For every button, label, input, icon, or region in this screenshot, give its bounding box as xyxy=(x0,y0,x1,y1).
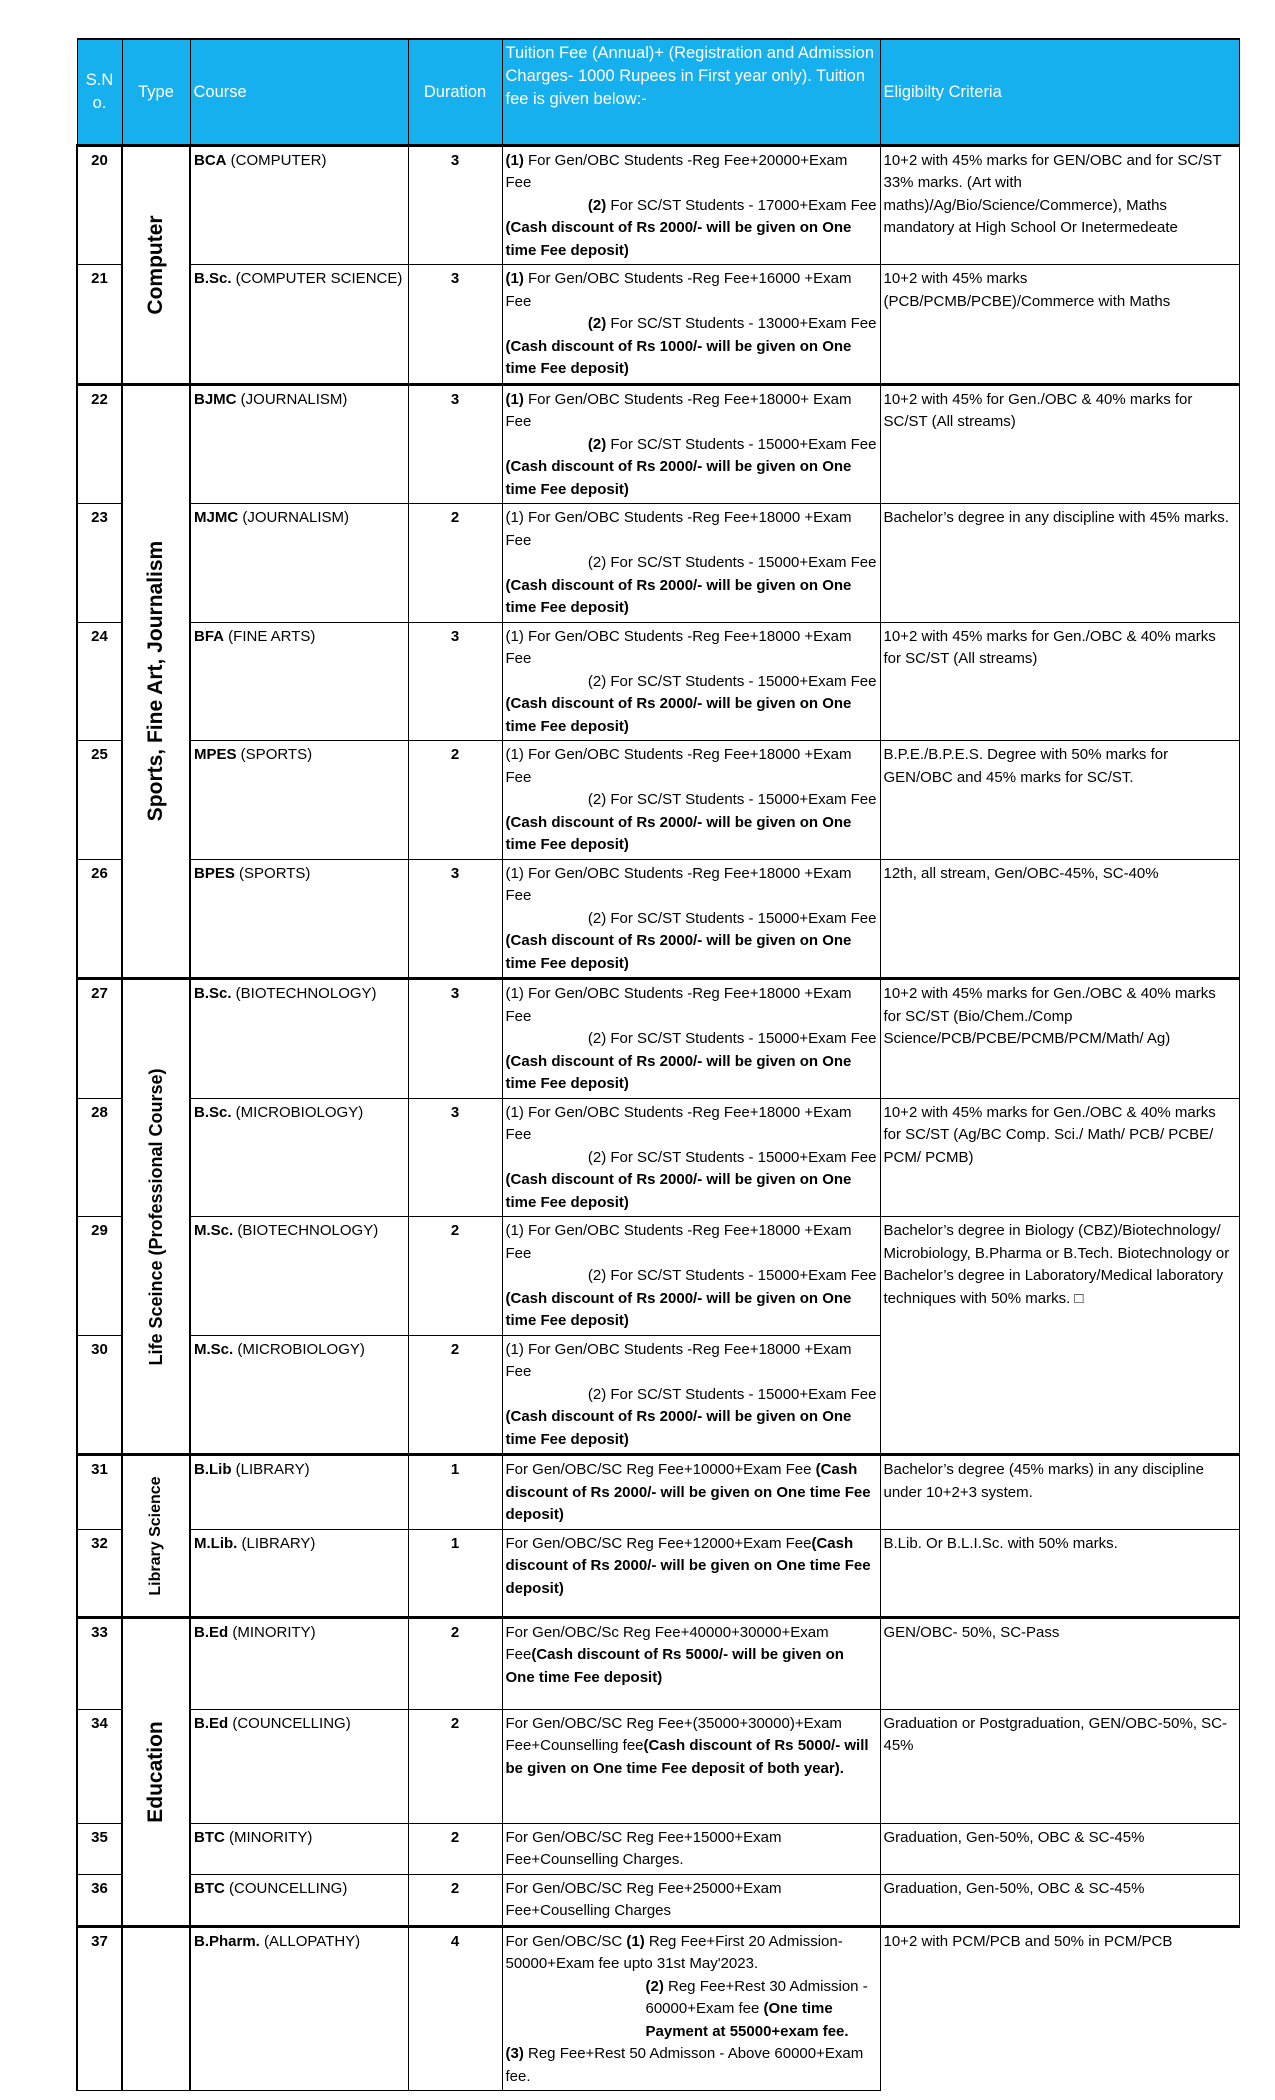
row-sno: 25 xyxy=(77,741,122,860)
fee-cell xyxy=(502,1098,880,1217)
eligibility-cell: 10+2 with 45% marks for Gen./OBC & 40% marks for SC/ST (Bio/Chem./Comp Science/PCB/PCBE/PCMB/PCM/Math/ Ag) xyxy=(880,979,1239,1099)
fee-line-2 xyxy=(506,1028,877,1051)
row-sno: 30 xyxy=(77,1335,122,1455)
fee-text: (2) For SC/ST Students - 15000+Exam Fee xyxy=(587,554,877,571)
fee-text: For Gen/OBC/SC Reg Fee+15000+Exam Fee+Counselling Charges. xyxy=(505,1828,782,1868)
course-subject: (BIOTECHNOLOGY) xyxy=(233,1222,379,1239)
fee-cell xyxy=(502,504,880,623)
eligibility-cell: Bachelor’s degree (45% marks) in any discipline under 10+2+3 system. xyxy=(880,1455,1239,1530)
header-duration: Duration xyxy=(408,39,502,145)
fee-line-1 xyxy=(506,1102,877,1147)
row-sno: 34 xyxy=(77,1709,122,1823)
type-cell xyxy=(122,145,190,384)
course-cell xyxy=(190,384,408,504)
table-row xyxy=(77,1455,1239,1530)
fee-line-1 xyxy=(506,983,877,1028)
eligibility-cell: 10+2 with 45% marks for Gen./OBC & 40% marks for SC/ST (All streams) xyxy=(880,622,1239,741)
fee-text: (1) For Gen/OBC Students -Reg Fee+18000 +Exam Fee xyxy=(505,864,852,904)
fee-cell xyxy=(502,384,880,504)
fee-text: (Cash discount of Rs 2000/- will be given on One time Fee deposit) xyxy=(505,458,852,498)
duration-cell: 2 xyxy=(408,1823,502,1874)
fee-discount xyxy=(506,812,877,857)
fee-line-2 xyxy=(506,1265,877,1288)
fee-line-2 xyxy=(506,552,877,575)
fee-line xyxy=(506,1931,877,1976)
table-row xyxy=(77,1709,1239,1823)
duration-cell: 3 xyxy=(408,384,502,504)
fee-text: (2) For SC/ST Students - 15000+Exam Fee xyxy=(587,791,877,808)
fee-text: (1) For Gen/OBC Students -Reg Fee+18000 +Exam Fee xyxy=(505,509,852,549)
fee-text: (Cash discount of Rs 2000/- will be given on One time Fee deposit) xyxy=(505,1171,852,1211)
fee-discount xyxy=(506,217,877,262)
table-row xyxy=(77,622,1239,741)
course-code: B.Sc. xyxy=(194,985,232,1002)
course-code: BFA xyxy=(194,627,224,645)
course-code: B.Pharm. xyxy=(194,1932,260,1950)
type-cell xyxy=(122,1926,190,2091)
fee-cell xyxy=(502,979,880,1099)
course-cell xyxy=(190,1455,408,1530)
fee-table xyxy=(76,38,1240,2091)
course-code: B.Lib xyxy=(194,1461,232,1478)
fee-line-2 xyxy=(506,434,877,457)
fee-text: (Cash discount of Rs 1000/- will be given on One time Fee deposit) xyxy=(505,337,852,377)
duration-cell: 2 xyxy=(408,1217,502,1336)
fee-text: For Gen/OBC/SC xyxy=(505,1932,627,1950)
eligibility-cell: Graduation or Postgraduation, GEN/OBC-50%, SC-45% xyxy=(880,1709,1239,1823)
eligibility-cell: 10+2 with 45% marks (PCB/PCMB/PCBE)/Commerce with Maths xyxy=(880,265,1239,385)
duration-cell: 3 xyxy=(408,622,502,741)
course-code: B.Ed xyxy=(194,1623,229,1641)
fee-line xyxy=(506,1622,877,1690)
fee-line-1 xyxy=(506,150,877,195)
fee-discount xyxy=(506,930,877,975)
header-type: Type xyxy=(122,39,190,145)
eligibility-cell: 10+2 with 45% for Gen./OBC & 40% marks for SC/ST (All streams) xyxy=(880,384,1239,504)
fee-text: For SC/ST Students - 13000+Exam Fee xyxy=(606,315,877,332)
fee-line xyxy=(506,1459,877,1527)
course-cell xyxy=(190,1529,408,1617)
eligibility-cell: GEN/OBC- 50%, SC-Pass xyxy=(880,1617,1239,1709)
eligibility-cell: 10+2 with 45% marks for Gen./OBC & 40% marks for SC/ST (Ag/BC Comp. Sci./ Math/ PCB/ PCBE/ PCM/ PCMB) xyxy=(880,1098,1239,1217)
table-row xyxy=(77,1823,1239,1874)
fee-cell xyxy=(502,1874,880,1926)
fee-text: For Gen/OBC/SC Reg Fee+10000+Exam Fee xyxy=(505,1461,816,1478)
duration-cell: 2 xyxy=(408,504,502,623)
course-subject: (LIBRARY) xyxy=(231,1461,310,1478)
course-code: M.Sc. xyxy=(194,1222,234,1239)
type-label: Computer xyxy=(143,214,167,315)
fee-text: (Cash discount of Rs 2000/- will be given on One time Fee deposit) xyxy=(505,1052,852,1092)
course-code: MPES xyxy=(194,746,237,763)
course-cell xyxy=(190,1335,408,1455)
fee-discount xyxy=(506,1169,877,1214)
fee-line-1 xyxy=(506,863,877,908)
course-subject: (COUNCELLING) xyxy=(228,1714,351,1732)
duration-cell: 3 xyxy=(408,1098,502,1217)
course-cell xyxy=(190,504,408,623)
course-cell xyxy=(190,1617,408,1709)
course-cell xyxy=(190,1874,408,1926)
fee-line-1 xyxy=(506,507,877,552)
fee-text: For Gen/OBC Students -Reg Fee+16000 +Exam Fee xyxy=(505,270,852,310)
fee-text: (Cash discount of Rs 2000/- will be given on One time Fee deposit) xyxy=(505,932,852,972)
fee-cell xyxy=(502,1617,880,1709)
fee-line-1 xyxy=(506,268,877,313)
fee-line-2 xyxy=(506,1147,877,1170)
duration-cell: 4 xyxy=(408,1926,502,2091)
fee-cell xyxy=(502,741,880,860)
course-subject: (MICROBIOLOGY) xyxy=(231,1103,364,1121)
eligibility-cell: B.P.E./B.P.E.S. Degree with 50% marks for GEN/OBC and 45% marks for SC/ST. xyxy=(880,741,1239,860)
fee-cell xyxy=(502,622,880,741)
type-label: Life Sceince (Professional Course) xyxy=(145,1067,166,1366)
course-code: BJMC xyxy=(194,390,237,408)
row-sno: 32 xyxy=(77,1529,122,1617)
fee-line-2 xyxy=(506,671,877,694)
fee-cell xyxy=(502,1709,880,1823)
fee-cell xyxy=(502,265,880,385)
course-code: BTC xyxy=(194,1828,225,1846)
duration-cell: 3 xyxy=(408,979,502,1099)
course-code: BTC xyxy=(194,1879,225,1897)
eligibility-cell: 10+2 with 45% marks for GEN/OBC and for SC/ST 33% marks. (Art with maths)/Ag/Bio/Science/Commerce), Maths mandatory at High School Or Inetermedeate xyxy=(880,145,1239,265)
row-sno: 37 xyxy=(77,1926,122,2091)
fee-text: For Gen/OBC/SC Reg Fee+(35000+30000)+Exam Fee+Counselling fee xyxy=(505,1714,842,1754)
fee-cell xyxy=(502,1529,880,1617)
course-cell xyxy=(190,145,408,265)
fee-text: (Cash discount of Rs 2000/- will be given on One time Fee deposit) xyxy=(505,576,852,616)
course-subject: (COMPUTER SCIENCE) xyxy=(231,270,403,287)
table-row xyxy=(77,504,1239,623)
fee-cell xyxy=(502,1217,880,1336)
course-subject: (FINE ARTS) xyxy=(224,627,316,645)
fee-text: (1) For Gen/OBC Students -Reg Fee+18000 +Exam Fee xyxy=(505,1340,852,1380)
eligibility-cell: Graduation, Gen-50%, OBC & SC-45% xyxy=(880,1874,1239,1926)
eligibility-cell: B.Lib. Or B.L.I.Sc. with 50% marks. xyxy=(880,1529,1239,1617)
course-code: BCA xyxy=(194,151,227,169)
duration-cell: 2 xyxy=(408,1335,502,1455)
duration-cell: 2 xyxy=(408,1617,502,1709)
fee-line-2 xyxy=(506,195,877,218)
fee-discount xyxy=(506,336,877,381)
course-subject: (COMPUTER) xyxy=(226,151,327,169)
fee-text: Reg Fee+Rest 30 Admission - 60000+Exam fee xyxy=(645,1977,868,2017)
row-sno: 26 xyxy=(77,859,122,979)
fee-cell xyxy=(502,1926,880,2091)
fee-discount xyxy=(506,1288,877,1333)
fee-text: (Cash discount of Rs 5000/- will be given on One time Fee deposit of both year). xyxy=(505,1737,869,1777)
fee-discount xyxy=(506,456,877,501)
eligibility-cell: Bachelor’s degree in any discipline with 45% marks. xyxy=(880,504,1239,623)
course-subject: (JOURNALISM) xyxy=(236,390,348,408)
course-subject: (MINORITY) xyxy=(224,1828,313,1846)
table-row xyxy=(77,1217,1239,1336)
table-row xyxy=(77,1926,1239,2091)
row-sno: 24 xyxy=(77,622,122,741)
course-code: B.Ed xyxy=(194,1714,229,1732)
course-code: M.Sc. xyxy=(194,1340,234,1358)
table-row xyxy=(77,1529,1239,1617)
type-label: Sports, Fine Art, Journalism xyxy=(143,541,167,822)
table-row xyxy=(77,1617,1239,1709)
table-row xyxy=(77,741,1239,860)
fee-text: (Cash discount of Rs 2000/- will be given on One time Fee deposit) xyxy=(505,219,852,259)
fee-text: (1) xyxy=(505,390,524,408)
row-sno: 28 xyxy=(77,1098,122,1217)
course-subject: (MINORITY) xyxy=(228,1623,316,1641)
fee-line-1 xyxy=(506,744,877,789)
fee-text: (1) For Gen/OBC Students -Reg Fee+18000 +Exam Fee xyxy=(505,985,852,1025)
fee-line xyxy=(506,1533,877,1601)
row-sno: 20 xyxy=(77,145,122,265)
fee-cell xyxy=(502,1335,880,1455)
fee-structure-sheet xyxy=(76,38,1238,2091)
fee-line xyxy=(506,2043,877,2088)
row-sno: 35 xyxy=(77,1823,122,1874)
course-code: B.Sc. xyxy=(194,1103,232,1121)
table-row xyxy=(77,1098,1239,1217)
fee-discount xyxy=(506,575,877,620)
duration-cell: 2 xyxy=(408,1709,502,1823)
eligibility-cell: Bachelor’s degree in Biology (CBZ)/Biotechnology/ Microbiology, B.Pharma or B.Tech. Biotechnology or Bachelor’s degree in Laboratory/Medical laboratory techniques with 50% marks. □ xyxy=(880,1217,1239,1455)
course-cell xyxy=(190,1098,408,1217)
course-cell xyxy=(190,1217,408,1336)
fee-text: (2) For SC/ST Students - 15000+Exam Fee xyxy=(587,1030,877,1047)
header-row xyxy=(77,39,1239,145)
row-sno: 22 xyxy=(77,384,122,504)
fee-text: (1) xyxy=(626,1932,645,1950)
row-sno: 27 xyxy=(77,979,122,1099)
fee-line-1 xyxy=(506,389,877,434)
table-row xyxy=(77,859,1239,979)
duration-cell: 2 xyxy=(408,1874,502,1926)
fee-text: (2) For SC/ST Students - 15000+Exam Fee xyxy=(587,1385,877,1403)
fee-text: (Cash discount of Rs 2000/- will be given on One time Fee deposit) xyxy=(505,813,852,853)
duration-cell: 1 xyxy=(408,1455,502,1530)
fee-text: (Cash discount of Rs 2000/- will be given on One time Fee deposit) xyxy=(505,1408,852,1448)
fee-text: (1) xyxy=(505,151,524,169)
course-subject: (SPORTS) xyxy=(234,864,311,882)
fee-line-2 xyxy=(506,908,877,931)
fee-text: (Cash discount of Rs 2000/- will be given on One time Fee deposit) xyxy=(505,1461,871,1523)
fee-text: (2) xyxy=(587,435,607,453)
duration-cell: 3 xyxy=(408,859,502,979)
type-label: Education xyxy=(143,1720,167,1823)
course-cell xyxy=(190,859,408,979)
fee-text: Reg Fee+Rest 50 Admisson - Above 60000+Exam fee. xyxy=(505,2045,864,2085)
fee-line-1 xyxy=(506,626,877,671)
fee-text: (2) For SC/ST Students - 15000+Exam Fee xyxy=(587,672,877,690)
fee-discount xyxy=(506,693,877,738)
row-sno: 21 xyxy=(77,265,122,385)
fee-line-2 xyxy=(506,789,877,812)
table-row xyxy=(77,265,1239,385)
fee-cell xyxy=(502,1455,880,1530)
fee-text: (One time Payment at 55000+exam fee. xyxy=(645,2000,849,2040)
table-row xyxy=(77,384,1239,504)
fee-text: (1) xyxy=(505,270,524,287)
fee-cell xyxy=(502,859,880,979)
course-code: B.Sc. xyxy=(194,270,232,287)
type-cell xyxy=(122,1455,190,1618)
fee-text: (2) For SC/ST Students - 15000+Exam Fee xyxy=(587,909,877,927)
course-subject: (LIBRARY) xyxy=(237,1534,316,1552)
eligibility-cell: 10+2 with PCM/PCB and 50% in PCM/PCB xyxy=(880,1926,1239,2091)
fee-text: For Gen/OBC Students -Reg Fee+20000+Exam Fee xyxy=(505,151,848,191)
fee-text: (2) xyxy=(587,196,607,214)
fee-line-2 xyxy=(506,313,877,336)
fee-text: (Cash discount of Rs 2000/- will be given on One time Fee deposit) xyxy=(505,1289,852,1329)
fee-text: (Cash discount of Rs 2000/- will be given on One time Fee deposit) xyxy=(505,1534,871,1597)
fee-text: For SC/ST Students - 15000+Exam Fee xyxy=(606,435,877,453)
type-label: Library Science xyxy=(146,1476,164,1596)
fee-text: For Gen/OBC/SC Reg Fee+25000+Exam Fee+Couselling Charges xyxy=(505,1879,782,1919)
type-cell xyxy=(122,1617,190,1926)
fee-text: (1) For Gen/OBC Students -Reg Fee+18000 +Exam Fee xyxy=(505,627,852,667)
fee-line xyxy=(506,1827,877,1872)
course-cell xyxy=(190,979,408,1099)
course-cell xyxy=(190,622,408,741)
fee-text: (1) For Gen/OBC Students -Reg Fee+18000 +Exam Fee xyxy=(505,746,852,786)
eligibility-cell: 12th, all stream, Gen/OBC-45%, SC-40% xyxy=(880,859,1239,979)
row-sno: 29 xyxy=(77,1217,122,1336)
course-subject: (ALLOPATHY) xyxy=(259,1932,361,1950)
fee-text: For Gen/OBC/SC Reg Fee+12000+Exam Fee xyxy=(505,1534,812,1552)
fee-text: (1) For Gen/OBC Students -Reg Fee+18000 +Exam Fee xyxy=(505,1222,852,1262)
header-sno: S.N o. xyxy=(77,39,122,145)
duration-cell: 3 xyxy=(408,145,502,265)
fee-text: For Gen/OBC/Sc Reg Fee+40000+30000+Exam Fee xyxy=(505,1623,829,1663)
course-code: M.Lib. xyxy=(194,1534,238,1552)
course-cell xyxy=(190,741,408,860)
fee-text: (2) xyxy=(587,315,607,332)
fee-text: Reg Fee+First 20 Admission-50000+Exam fee upto 31st May'2023. xyxy=(505,1932,843,1972)
fee-line-1 xyxy=(506,1339,877,1384)
fee-text: (Cash discount of Rs 5000/- will be given on One time Fee deposit) xyxy=(505,1646,844,1686)
course-code: MJMC xyxy=(194,509,239,526)
row-sno: 31 xyxy=(77,1455,122,1530)
duration-cell: 3 xyxy=(408,265,502,385)
course-subject: (BIOTECHNOLOGY) xyxy=(231,985,377,1002)
fee-line-2 xyxy=(506,1384,877,1407)
fee-discount xyxy=(506,1051,877,1096)
fee-text: For SC/ST Students - 17000+Exam Fee xyxy=(606,196,877,214)
course-cell xyxy=(190,265,408,385)
table-row xyxy=(77,979,1239,1099)
type-cell xyxy=(122,384,190,979)
fee-line-1 xyxy=(506,1220,877,1265)
course-cell xyxy=(190,1823,408,1874)
table-row xyxy=(77,145,1239,265)
eligibility-cell: Graduation, Gen-50%, OBC & SC-45% xyxy=(880,1823,1239,1874)
row-sno: 23 xyxy=(77,504,122,623)
row-sno: 33 xyxy=(77,1617,122,1709)
course-subject: (COUNCELLING) xyxy=(224,1879,348,1897)
type-cell xyxy=(122,979,190,1455)
fee-line xyxy=(506,1713,877,1781)
header-fee: Tuition Fee (Annual)+ (Registration and Admission Charges- 1000 Rupees in First year only). Tuition fee is given below:- xyxy=(502,39,880,145)
course-cell xyxy=(190,1926,408,2091)
fee-cell xyxy=(502,145,880,265)
fee-text: (2) For SC/ST Students - 15000+Exam Fee xyxy=(587,1267,877,1284)
duration-cell: 2 xyxy=(408,741,502,860)
header-eligibility: Eligibilty Criteria xyxy=(880,39,1239,145)
duration-cell: 1 xyxy=(408,1529,502,1617)
fee-line xyxy=(506,1878,877,1923)
header-course: Course xyxy=(190,39,408,145)
course-code: BPES xyxy=(194,864,235,882)
fee-text: (Cash discount of Rs 2000/- will be given on One time Fee deposit) xyxy=(505,695,852,735)
fee-text: For Gen/OBC Students -Reg Fee+18000+ Exam Fee xyxy=(505,390,852,430)
fee-text: (2) xyxy=(645,1977,664,1995)
course-subject: (MICROBIOLOGY) xyxy=(233,1340,365,1358)
fee-discount xyxy=(506,1406,877,1451)
course-subject: (JOURNALISM) xyxy=(238,509,350,526)
fee-text: (2) For SC/ST Students - 15000+Exam Fee xyxy=(587,1148,877,1166)
row-sno: 36 xyxy=(77,1874,122,1926)
course-cell xyxy=(190,1709,408,1823)
fee-text: (1) For Gen/OBC Students -Reg Fee+18000 +Exam Fee xyxy=(505,1103,852,1143)
course-subject: (SPORTS) xyxy=(236,746,313,763)
table-row xyxy=(77,1874,1239,1926)
fee-line xyxy=(506,1976,877,2044)
fee-cell xyxy=(502,1823,880,1874)
fee-text: (3) xyxy=(505,2045,524,2062)
